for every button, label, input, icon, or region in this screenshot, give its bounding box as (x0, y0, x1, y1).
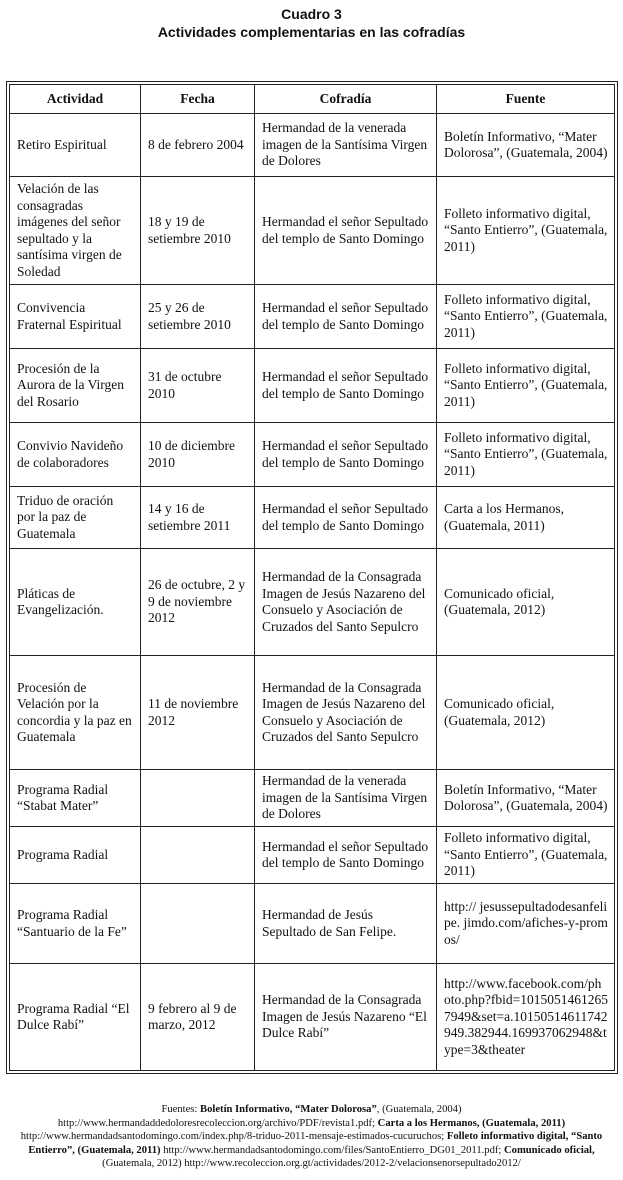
cell-fuente: Boletín Informativo, “Mater Dolorosa”, (Guatemala, 2004) (437, 114, 615, 177)
cell-fecha: 26 de octubre, 2 y 9 de noviembre 2012 (141, 549, 255, 656)
column-header-actividad: Actividad (10, 85, 141, 114)
table-header-row (10, 85, 615, 114)
cell-actividad: Procesión de Velación por la concordia y la paz en Guatemala (10, 656, 141, 770)
cell-actividad: Retiro Espiritual (10, 114, 141, 177)
cell-actividad: Convivio Navideño de colaboradores (10, 423, 141, 487)
cell-fecha: 25 y 26 de setiembre 2010 (141, 285, 255, 349)
cell-fuente: Folleto informativo digital, “Santo Entierro”, (Guatemala, 2011) (437, 423, 615, 487)
cell-fecha: 31 de octubre 2010 (141, 349, 255, 423)
cell-cofradia: Hermandad de la Consagrada Imagen de Jesús Nazareno del Consuelo y Asociación de Cruzados del Santo Sepulcro (255, 656, 437, 770)
table-row (10, 423, 615, 487)
cell-actividad: Convivencia Fraternal Espiritual (10, 285, 141, 349)
cell-fuente: Boletín Informativo, “Mater Dolorosa”, (Guatemala, 2004) (437, 770, 615, 827)
cell-fecha: 10 de diciembre 2010 (141, 423, 255, 487)
cell-fuente: Comunicado oficial, (Guatemala, 2012) (437, 549, 615, 656)
source-title-comunicado: Comunicado oficial, (504, 1144, 595, 1156)
source-title-folleto: Folleto informativo digital, “Santo Entierro”, (Guatemala, 2011) (28, 1131, 603, 1156)
cell-fuente: Folleto informativo digital, “Santo Entierro”, (Guatemala, 2011) (437, 177, 615, 285)
cell-fecha (141, 827, 255, 884)
column-header-cofradia: Cofradía (255, 85, 437, 114)
sources-text: (Guatemala, 2012) http://www.recoleccion.org.gt/actividades/2012-2/velacionsenorsepultado2012/ (102, 1158, 521, 1169)
cell-cofradia: Hermandad el señor Sepultado del templo de Santo Domingo (255, 285, 437, 349)
column-header-fuente: Fuente (437, 85, 615, 114)
table-row (10, 177, 615, 285)
table-row (10, 349, 615, 423)
cell-fuente: Carta a los Hermanos, (Guatemala, 2011) (437, 487, 615, 549)
cell-actividad: Programa Radial “Santuario de la Fe” (10, 884, 141, 964)
cell-fecha: 9 febrero al 9 de marzo, 2012 (141, 964, 255, 1071)
cell-actividad: Procesión de la Aurora de la Virgen del Rosario (10, 349, 141, 423)
sources-text: , (Guatemala, 2004) http://www.hermandaddedoloresrecoleccion.org/archivo/PDF/revista1.pdf; (57, 1104, 462, 1129)
cell-actividad: Programa Radial (10, 827, 141, 884)
cell-fecha: 14 y 16 de setiembre 2011 (141, 487, 255, 549)
cell-cofradia: Hermandad el señor Sepultado del templo de Santo Domingo (255, 423, 437, 487)
column-header-fecha: Fecha (141, 85, 255, 114)
cell-cofradia: Hermandad de la venerada imagen de la Santísima Virgen de Dolores (255, 114, 437, 177)
cell-fecha: 18 y 19 de setiembre 2010 (141, 177, 255, 285)
sources-note (4, 1103, 619, 1171)
table-row (10, 487, 615, 549)
cell-fuente: Folleto informativo digital, “Santo Entierro”, (Guatemala, 2011) (437, 349, 615, 423)
table-row (10, 114, 615, 177)
table-caption-title: Actividades complementarias en las cofradías (157, 24, 466, 40)
cell-fecha: 11 de noviembre 2012 (141, 656, 255, 770)
table-row (10, 884, 615, 964)
cell-actividad: Programa Radial “Stabat Mater” (10, 770, 141, 827)
table-row (10, 964, 615, 1071)
table-row (10, 549, 615, 656)
cell-cofradia: Hermandad el señor Sepultado del templo de Santo Domingo (255, 177, 437, 285)
cell-fuente: http://www.facebook.com/photo.php?fbid=10150514612657949&set=a.10150514611742949.382944.169937062948&type=3&theater (437, 964, 615, 1071)
cell-actividad: Programa Radial “El Dulce Rabí” (10, 964, 141, 1071)
cell-cofradia: Hermandad el señor Sepultado del templo de Santo Domingo (255, 487, 437, 549)
cell-actividad: Velación de las consagradas imágenes del señor sepultado y la santísima virgen de Soledad (10, 177, 141, 285)
source-title-carta: Carta a los Hermanos, (Guatemala, 2011) (377, 1117, 566, 1129)
cell-actividad: Triduo de oración por la paz de Guatemala (10, 487, 141, 549)
source-title-boletin: Boletín Informativo, “Mater Dolorosa” (200, 1104, 377, 1115)
activities-table (9, 84, 615, 1071)
cell-fuente: http:// jesussepultadodesanfelipe. jimdo.com/afiches-y-promos/ (437, 884, 615, 964)
sources-text: Fuentes: (161, 1104, 201, 1115)
cell-cofradia: Hermandad de la Consagrada Imagen de Jesús Nazareno “El Dulce Rabí” (255, 964, 437, 1071)
cell-fecha: 8 de febrero 2004 (141, 114, 255, 177)
cell-fuente: Comunicado oficial, (Guatemala, 2012) (437, 656, 615, 770)
cell-cofradia: Hermandad de la venerada imagen de la Santísima Virgen de Dolores (255, 770, 437, 827)
cell-cofradia: Hermandad el señor Sepultado del templo de Santo Domingo (255, 827, 437, 884)
cell-actividad: Pláticas de Evangelización. (10, 549, 141, 656)
table-row (10, 285, 615, 349)
table-caption-number: Cuadro 3 (281, 6, 342, 22)
table-row (10, 827, 615, 884)
cell-fecha (141, 770, 255, 827)
cell-fecha (141, 884, 255, 964)
table-row (10, 656, 615, 770)
cell-fuente: Folleto informativo digital, “Santo Entierro”, (Guatemala, 2011) (437, 285, 615, 349)
sources-text: http://www.hermandadsantodomingo.com/index.php/8-triduo-2011-mensaje-estimados-cucuruchos; (20, 1131, 447, 1142)
cell-fuente: Folleto informativo digital, “Santo Entierro”, (Guatemala, 2011) (437, 827, 615, 884)
table-row (10, 770, 615, 827)
cell-cofradia: Hermandad de Jesús Sepultado de San Felipe. (255, 884, 437, 964)
cell-cofradia: Hermandad de la Consagrada Imagen de Jesús Nazareno del Consuelo y Asociación de Cruzados del Santo Sepulcro (255, 549, 437, 656)
sources-text: http://www.hermandadsantodomingo.com/files/SantoEntierro_DG01_2011.pdf; (160, 1144, 505, 1156)
cell-cofradia: Hermandad el señor Sepultado del templo de Santo Domingo (255, 349, 437, 423)
